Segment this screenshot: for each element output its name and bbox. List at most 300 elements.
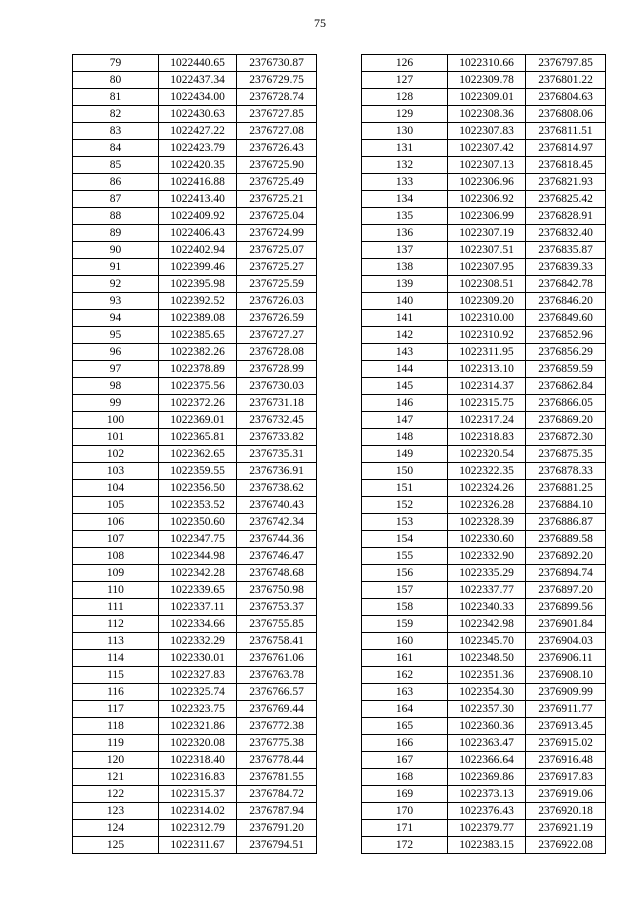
y-coordinate-cell: 2376727.85	[237, 106, 317, 123]
x-coordinate-cell: 1022310.66	[448, 55, 526, 72]
table-row	[362, 191, 606, 208]
y-coordinate-cell: 2376772.38	[237, 718, 317, 735]
coordinates-table-left	[72, 54, 317, 854]
x-coordinate-cell: 1022318.83	[448, 429, 526, 446]
point-number-cell: 134	[362, 191, 448, 208]
table-row	[362, 786, 606, 803]
table-row	[73, 633, 317, 650]
table-row	[362, 582, 606, 599]
point-number-cell: 142	[362, 327, 448, 344]
table-row	[362, 463, 606, 480]
x-coordinate-cell: 1022350.60	[159, 514, 237, 531]
table-row	[73, 582, 317, 599]
point-number-cell: 104	[73, 480, 159, 497]
point-number-cell: 145	[362, 378, 448, 395]
y-coordinate-cell: 2376769.44	[237, 701, 317, 718]
point-number-cell: 146	[362, 395, 448, 412]
x-coordinate-cell: 1022402.94	[159, 242, 237, 259]
x-coordinate-cell: 1022307.19	[448, 225, 526, 242]
table-row	[73, 786, 317, 803]
point-number-cell: 82	[73, 106, 159, 123]
table-row	[73, 599, 317, 616]
point-number-cell: 107	[73, 531, 159, 548]
table-row	[362, 769, 606, 786]
point-number-cell: 110	[73, 582, 159, 599]
point-number-cell: 124	[73, 820, 159, 837]
x-coordinate-cell: 1022311.95	[448, 344, 526, 361]
y-coordinate-cell: 2376842.78	[526, 276, 606, 293]
y-coordinate-cell: 2376911.77	[526, 701, 606, 718]
y-coordinate-cell: 2376894.74	[526, 565, 606, 582]
x-coordinate-cell: 1022321.86	[159, 718, 237, 735]
point-number-cell: 135	[362, 208, 448, 225]
x-coordinate-cell: 1022389.08	[159, 310, 237, 327]
table-row	[362, 225, 606, 242]
point-number-cell: 111	[73, 599, 159, 616]
point-number-cell: 84	[73, 140, 159, 157]
x-coordinate-cell: 1022315.37	[159, 786, 237, 803]
point-number-cell: 133	[362, 174, 448, 191]
x-coordinate-cell: 1022385.65	[159, 327, 237, 344]
y-coordinate-cell: 2376730.03	[237, 378, 317, 395]
y-coordinate-cell: 2376728.99	[237, 361, 317, 378]
y-coordinate-cell: 2376742.34	[237, 514, 317, 531]
table-row	[73, 837, 317, 854]
table-row	[362, 718, 606, 735]
x-coordinate-cell: 1022334.66	[159, 616, 237, 633]
x-coordinate-cell: 1022313.10	[448, 361, 526, 378]
table-row	[362, 412, 606, 429]
x-coordinate-cell: 1022328.39	[448, 514, 526, 531]
y-coordinate-cell: 2376920.18	[526, 803, 606, 820]
x-coordinate-cell: 1022314.37	[448, 378, 526, 395]
y-coordinate-cell: 2376904.03	[526, 633, 606, 650]
y-coordinate-cell: 2376775.38	[237, 735, 317, 752]
y-coordinate-cell: 2376835.87	[526, 242, 606, 259]
point-number-cell: 91	[73, 259, 159, 276]
point-number-cell: 138	[362, 259, 448, 276]
point-number-cell: 120	[73, 752, 159, 769]
table-row	[362, 531, 606, 548]
point-number-cell: 85	[73, 157, 159, 174]
y-coordinate-cell: 2376725.49	[237, 174, 317, 191]
table-row	[73, 531, 317, 548]
x-coordinate-cell: 1022307.95	[448, 259, 526, 276]
x-coordinate-cell: 1022306.96	[448, 174, 526, 191]
page-number: 75	[314, 16, 326, 30]
table-row	[73, 344, 317, 361]
x-coordinate-cell: 1022307.83	[448, 123, 526, 140]
table-row	[73, 378, 317, 395]
y-coordinate-cell: 2376758.41	[237, 633, 317, 650]
x-coordinate-cell: 1022320.08	[159, 735, 237, 752]
x-coordinate-cell: 1022323.75	[159, 701, 237, 718]
x-coordinate-cell: 1022373.13	[448, 786, 526, 803]
x-coordinate-cell: 1022315.75	[448, 395, 526, 412]
x-coordinate-cell: 1022310.00	[448, 310, 526, 327]
y-coordinate-cell: 2376766.57	[237, 684, 317, 701]
x-coordinate-cell: 1022420.35	[159, 157, 237, 174]
y-coordinate-cell: 2376753.37	[237, 599, 317, 616]
x-coordinate-cell: 1022332.90	[448, 548, 526, 565]
y-coordinate-cell: 2376825.42	[526, 191, 606, 208]
point-number-cell: 113	[73, 633, 159, 650]
y-coordinate-cell: 2376744.36	[237, 531, 317, 548]
table-row	[73, 361, 317, 378]
x-coordinate-cell: 1022356.50	[159, 480, 237, 497]
point-number-cell: 156	[362, 565, 448, 582]
table-row	[362, 55, 606, 72]
table-row	[73, 429, 317, 446]
y-coordinate-cell: 2376869.20	[526, 412, 606, 429]
table-row	[362, 616, 606, 633]
x-coordinate-cell: 1022344.98	[159, 548, 237, 565]
y-coordinate-cell: 2376922.08	[526, 837, 606, 854]
table-row	[73, 769, 317, 786]
x-coordinate-cell: 1022306.99	[448, 208, 526, 225]
y-coordinate-cell: 2376729.75	[237, 72, 317, 89]
table-row	[362, 157, 606, 174]
x-coordinate-cell: 1022416.88	[159, 174, 237, 191]
table-row	[73, 650, 317, 667]
y-coordinate-cell: 2376784.72	[237, 786, 317, 803]
x-coordinate-cell: 1022309.01	[448, 89, 526, 106]
table-row	[73, 701, 317, 718]
x-coordinate-cell: 1022327.83	[159, 667, 237, 684]
point-number-cell: 150	[362, 463, 448, 480]
table-row	[362, 480, 606, 497]
x-coordinate-cell: 1022339.65	[159, 582, 237, 599]
y-coordinate-cell: 2376738.62	[237, 480, 317, 497]
point-number-cell: 103	[73, 463, 159, 480]
table-row	[73, 514, 317, 531]
point-number-cell: 166	[362, 735, 448, 752]
point-number-cell: 105	[73, 497, 159, 514]
x-coordinate-cell: 1022307.51	[448, 242, 526, 259]
y-coordinate-cell: 2376797.85	[526, 55, 606, 72]
point-number-cell: 155	[362, 548, 448, 565]
point-number-cell: 172	[362, 837, 448, 854]
table-row	[362, 140, 606, 157]
point-number-cell: 170	[362, 803, 448, 820]
point-number-cell: 164	[362, 701, 448, 718]
y-coordinate-cell: 2376735.31	[237, 446, 317, 463]
x-coordinate-cell: 1022307.42	[448, 140, 526, 157]
x-coordinate-cell: 1022366.64	[448, 752, 526, 769]
y-coordinate-cell: 2376915.02	[526, 735, 606, 752]
x-coordinate-cell: 1022345.70	[448, 633, 526, 650]
point-number-cell: 83	[73, 123, 159, 140]
x-coordinate-cell: 1022423.79	[159, 140, 237, 157]
y-coordinate-cell: 2376856.29	[526, 344, 606, 361]
table-row	[73, 242, 317, 259]
table-row	[362, 650, 606, 667]
table-row	[73, 174, 317, 191]
y-coordinate-cell: 2376778.44	[237, 752, 317, 769]
x-coordinate-cell: 1022406.43	[159, 225, 237, 242]
y-coordinate-cell: 2376761.06	[237, 650, 317, 667]
x-coordinate-cell: 1022337.77	[448, 582, 526, 599]
point-number-cell: 158	[362, 599, 448, 616]
point-number-cell: 98	[73, 378, 159, 395]
table-row	[362, 310, 606, 327]
table-row	[73, 752, 317, 769]
table-row	[362, 497, 606, 514]
table-row	[73, 395, 317, 412]
y-coordinate-cell: 2376913.45	[526, 718, 606, 735]
table-row	[362, 72, 606, 89]
point-number-cell: 159	[362, 616, 448, 633]
table-row	[362, 208, 606, 225]
point-number-cell: 125	[73, 837, 159, 854]
x-coordinate-cell: 1022326.28	[448, 497, 526, 514]
y-coordinate-cell: 2376886.87	[526, 514, 606, 531]
y-coordinate-cell: 2376908.10	[526, 667, 606, 684]
point-number-cell: 171	[362, 820, 448, 837]
point-number-cell: 162	[362, 667, 448, 684]
y-coordinate-cell: 2376808.06	[526, 106, 606, 123]
table-row	[73, 667, 317, 684]
x-coordinate-cell: 1022357.30	[448, 701, 526, 718]
point-number-cell: 92	[73, 276, 159, 293]
x-coordinate-cell: 1022309.78	[448, 72, 526, 89]
y-coordinate-cell: 2376821.93	[526, 174, 606, 191]
y-coordinate-cell: 2376916.48	[526, 752, 606, 769]
point-number-cell: 161	[362, 650, 448, 667]
table-row	[73, 735, 317, 752]
y-coordinate-cell: 2376787.94	[237, 803, 317, 820]
point-number-cell: 126	[362, 55, 448, 72]
x-coordinate-cell: 1022427.22	[159, 123, 237, 140]
y-coordinate-cell: 2376889.58	[526, 531, 606, 548]
point-number-cell: 148	[362, 429, 448, 446]
x-coordinate-cell: 1022325.74	[159, 684, 237, 701]
table-row	[73, 72, 317, 89]
table-row	[362, 735, 606, 752]
x-coordinate-cell: 1022359.55	[159, 463, 237, 480]
table-row	[73, 140, 317, 157]
x-coordinate-cell: 1022379.77	[448, 820, 526, 837]
x-coordinate-cell: 1022322.35	[448, 463, 526, 480]
y-coordinate-cell: 2376909.99	[526, 684, 606, 701]
point-number-cell: 112	[73, 616, 159, 633]
y-coordinate-cell: 2376884.10	[526, 497, 606, 514]
x-coordinate-cell: 1022347.75	[159, 531, 237, 548]
point-number-cell: 140	[362, 293, 448, 310]
y-coordinate-cell: 2376755.85	[237, 616, 317, 633]
point-number-cell: 149	[362, 446, 448, 463]
x-coordinate-cell: 1022308.36	[448, 106, 526, 123]
y-coordinate-cell: 2376732.45	[237, 412, 317, 429]
x-coordinate-cell: 1022430.63	[159, 106, 237, 123]
x-coordinate-cell: 1022392.52	[159, 293, 237, 310]
table-row	[362, 429, 606, 446]
y-coordinate-cell: 2376728.74	[237, 89, 317, 106]
x-coordinate-cell: 1022372.26	[159, 395, 237, 412]
y-coordinate-cell: 2376872.30	[526, 429, 606, 446]
x-coordinate-cell: 1022378.89	[159, 361, 237, 378]
point-number-cell: 147	[362, 412, 448, 429]
table-row	[362, 701, 606, 718]
y-coordinate-cell: 2376725.07	[237, 242, 317, 259]
table-row	[73, 616, 317, 633]
x-coordinate-cell: 1022308.51	[448, 276, 526, 293]
x-coordinate-cell: 1022311.67	[159, 837, 237, 854]
x-coordinate-cell: 1022320.54	[448, 446, 526, 463]
point-number-cell: 165	[362, 718, 448, 735]
table-row	[73, 55, 317, 72]
y-coordinate-cell: 2376736.91	[237, 463, 317, 480]
point-number-cell: 141	[362, 310, 448, 327]
x-coordinate-cell: 1022437.34	[159, 72, 237, 89]
point-number-cell: 100	[73, 412, 159, 429]
x-coordinate-cell: 1022365.81	[159, 429, 237, 446]
table-row	[362, 514, 606, 531]
y-coordinate-cell: 2376725.04	[237, 208, 317, 225]
table-row	[73, 259, 317, 276]
x-coordinate-cell: 1022324.26	[448, 480, 526, 497]
table-row	[362, 803, 606, 820]
point-number-cell: 152	[362, 497, 448, 514]
table-row	[73, 106, 317, 123]
table-row	[362, 259, 606, 276]
point-number-cell: 93	[73, 293, 159, 310]
point-number-cell: 81	[73, 89, 159, 106]
x-coordinate-cell: 1022342.28	[159, 565, 237, 582]
point-number-cell: 89	[73, 225, 159, 242]
table-row	[362, 327, 606, 344]
table-row	[362, 344, 606, 361]
y-coordinate-cell: 2376726.59	[237, 310, 317, 327]
x-coordinate-cell: 1022330.60	[448, 531, 526, 548]
point-number-cell: 154	[362, 531, 448, 548]
point-number-cell: 116	[73, 684, 159, 701]
y-coordinate-cell: 2376859.59	[526, 361, 606, 378]
x-coordinate-cell: 1022360.36	[448, 718, 526, 735]
point-number-cell: 157	[362, 582, 448, 599]
x-coordinate-cell: 1022369.86	[448, 769, 526, 786]
table-row	[73, 446, 317, 463]
table-row	[73, 820, 317, 837]
y-coordinate-cell: 2376724.99	[237, 225, 317, 242]
point-number-cell: 101	[73, 429, 159, 446]
y-coordinate-cell: 2376725.90	[237, 157, 317, 174]
table-row	[362, 633, 606, 650]
point-number-cell: 163	[362, 684, 448, 701]
table-row	[73, 497, 317, 514]
x-coordinate-cell: 1022342.98	[448, 616, 526, 633]
table-row	[362, 174, 606, 191]
y-coordinate-cell: 2376878.33	[526, 463, 606, 480]
x-coordinate-cell: 1022382.26	[159, 344, 237, 361]
y-coordinate-cell: 2376917.83	[526, 769, 606, 786]
y-coordinate-cell: 2376818.45	[526, 157, 606, 174]
x-coordinate-cell: 1022375.56	[159, 378, 237, 395]
y-coordinate-cell: 2376794.51	[237, 837, 317, 854]
point-number-cell: 109	[73, 565, 159, 582]
y-coordinate-cell: 2376897.20	[526, 582, 606, 599]
x-coordinate-cell: 1022332.29	[159, 633, 237, 650]
y-coordinate-cell: 2376832.40	[526, 225, 606, 242]
x-coordinate-cell: 1022337.11	[159, 599, 237, 616]
point-number-cell: 96	[73, 344, 159, 361]
table-row	[73, 684, 317, 701]
y-coordinate-cell: 2376730.87	[237, 55, 317, 72]
y-coordinate-cell: 2376862.84	[526, 378, 606, 395]
point-number-cell: 137	[362, 242, 448, 259]
x-coordinate-cell: 1022335.29	[448, 565, 526, 582]
x-coordinate-cell: 1022314.02	[159, 803, 237, 820]
x-coordinate-cell: 1022312.79	[159, 820, 237, 837]
table-row	[362, 599, 606, 616]
x-coordinate-cell: 1022369.01	[159, 412, 237, 429]
point-number-cell: 119	[73, 735, 159, 752]
table-row	[73, 276, 317, 293]
y-coordinate-cell: 2376866.05	[526, 395, 606, 412]
y-coordinate-cell: 2376906.11	[526, 650, 606, 667]
table-row	[73, 327, 317, 344]
y-coordinate-cell: 2376728.08	[237, 344, 317, 361]
point-number-cell: 80	[73, 72, 159, 89]
point-number-cell: 168	[362, 769, 448, 786]
x-coordinate-cell: 1022310.92	[448, 327, 526, 344]
y-coordinate-cell: 2376726.03	[237, 293, 317, 310]
x-coordinate-cell: 1022348.50	[448, 650, 526, 667]
point-number-cell: 128	[362, 89, 448, 106]
x-coordinate-cell: 1022440.65	[159, 55, 237, 72]
table-row	[362, 667, 606, 684]
table-row	[73, 718, 317, 735]
table-row	[362, 276, 606, 293]
table-row	[362, 378, 606, 395]
y-coordinate-cell: 2376748.68	[237, 565, 317, 582]
y-coordinate-cell: 2376746.47	[237, 548, 317, 565]
y-coordinate-cell: 2376727.27	[237, 327, 317, 344]
y-coordinate-cell: 2376814.97	[526, 140, 606, 157]
table-row	[362, 837, 606, 854]
table-row	[362, 820, 606, 837]
coordinates-table-right	[361, 54, 606, 854]
table-row	[73, 208, 317, 225]
point-number-cell: 139	[362, 276, 448, 293]
y-coordinate-cell: 2376899.56	[526, 599, 606, 616]
point-number-cell: 108	[73, 548, 159, 565]
x-coordinate-cell: 1022316.83	[159, 769, 237, 786]
table-row	[362, 361, 606, 378]
table-row	[73, 480, 317, 497]
point-number-cell: 79	[73, 55, 159, 72]
table-row	[362, 684, 606, 701]
y-coordinate-cell: 2376892.20	[526, 548, 606, 565]
y-coordinate-cell: 2376921.19	[526, 820, 606, 837]
x-coordinate-cell: 1022383.15	[448, 837, 526, 854]
y-coordinate-cell: 2376839.33	[526, 259, 606, 276]
y-coordinate-cell: 2376791.20	[237, 820, 317, 837]
x-coordinate-cell: 1022376.43	[448, 803, 526, 820]
table-row	[73, 225, 317, 242]
x-coordinate-cell: 1022330.01	[159, 650, 237, 667]
point-number-cell: 117	[73, 701, 159, 718]
point-number-cell: 114	[73, 650, 159, 667]
point-number-cell: 130	[362, 123, 448, 140]
point-number-cell: 88	[73, 208, 159, 225]
table-row	[362, 242, 606, 259]
table-row	[362, 293, 606, 310]
point-number-cell: 102	[73, 446, 159, 463]
point-number-cell: 118	[73, 718, 159, 735]
y-coordinate-cell: 2376881.25	[526, 480, 606, 497]
x-coordinate-cell: 1022395.98	[159, 276, 237, 293]
